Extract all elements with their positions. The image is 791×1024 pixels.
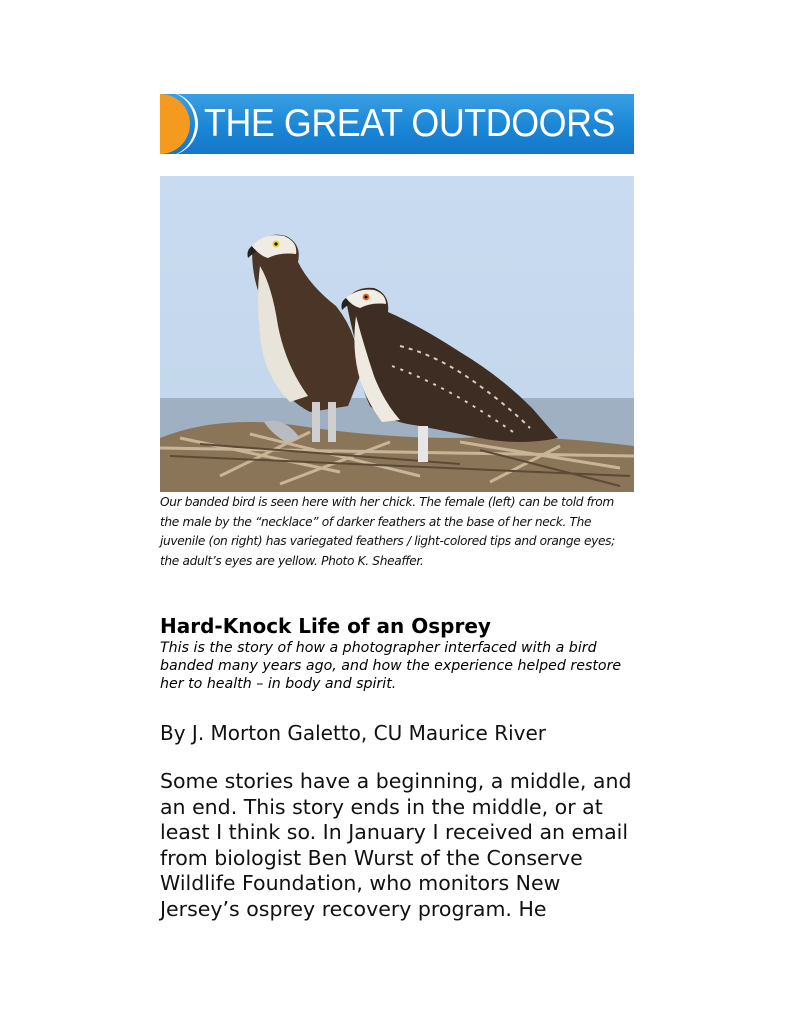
banner-arc-divider	[164, 94, 198, 154]
article-body: Some stories have a beginning, a middle, and an end. This story ends in the middle, or at least I think so. In January I received an email from biologist Ben Wurst of the Conserve Wildlife Foundation, who monitors New Jersey’s osprey recovery program. He	[160, 769, 632, 921]
article-byline: By J. Morton Galetto, CU Maurice River	[160, 721, 547, 745]
article-subhead: This is the story of how a photographer interfaced with a bird banded many years ago, and how the experience helped restore her to health – in body and spirit.	[160, 640, 622, 692]
banner-title: THE GREAT OUTDOORS	[204, 102, 616, 145]
photo-caption: Our banded bird is seen here with her chick. The female (left) can be told from the male by the “necklace” of darker feathers at the base of her neck. The juvenile (on right) has variegated feathers / light-colored tips and orange eyes; the adult’s eyes are yellow. Photo K. Sheaffer.	[160, 495, 615, 568]
osprey-photo	[160, 176, 634, 492]
article-headline: Hard-Knock Life of an Osprey	[160, 614, 491, 638]
section-banner	[160, 94, 634, 154]
